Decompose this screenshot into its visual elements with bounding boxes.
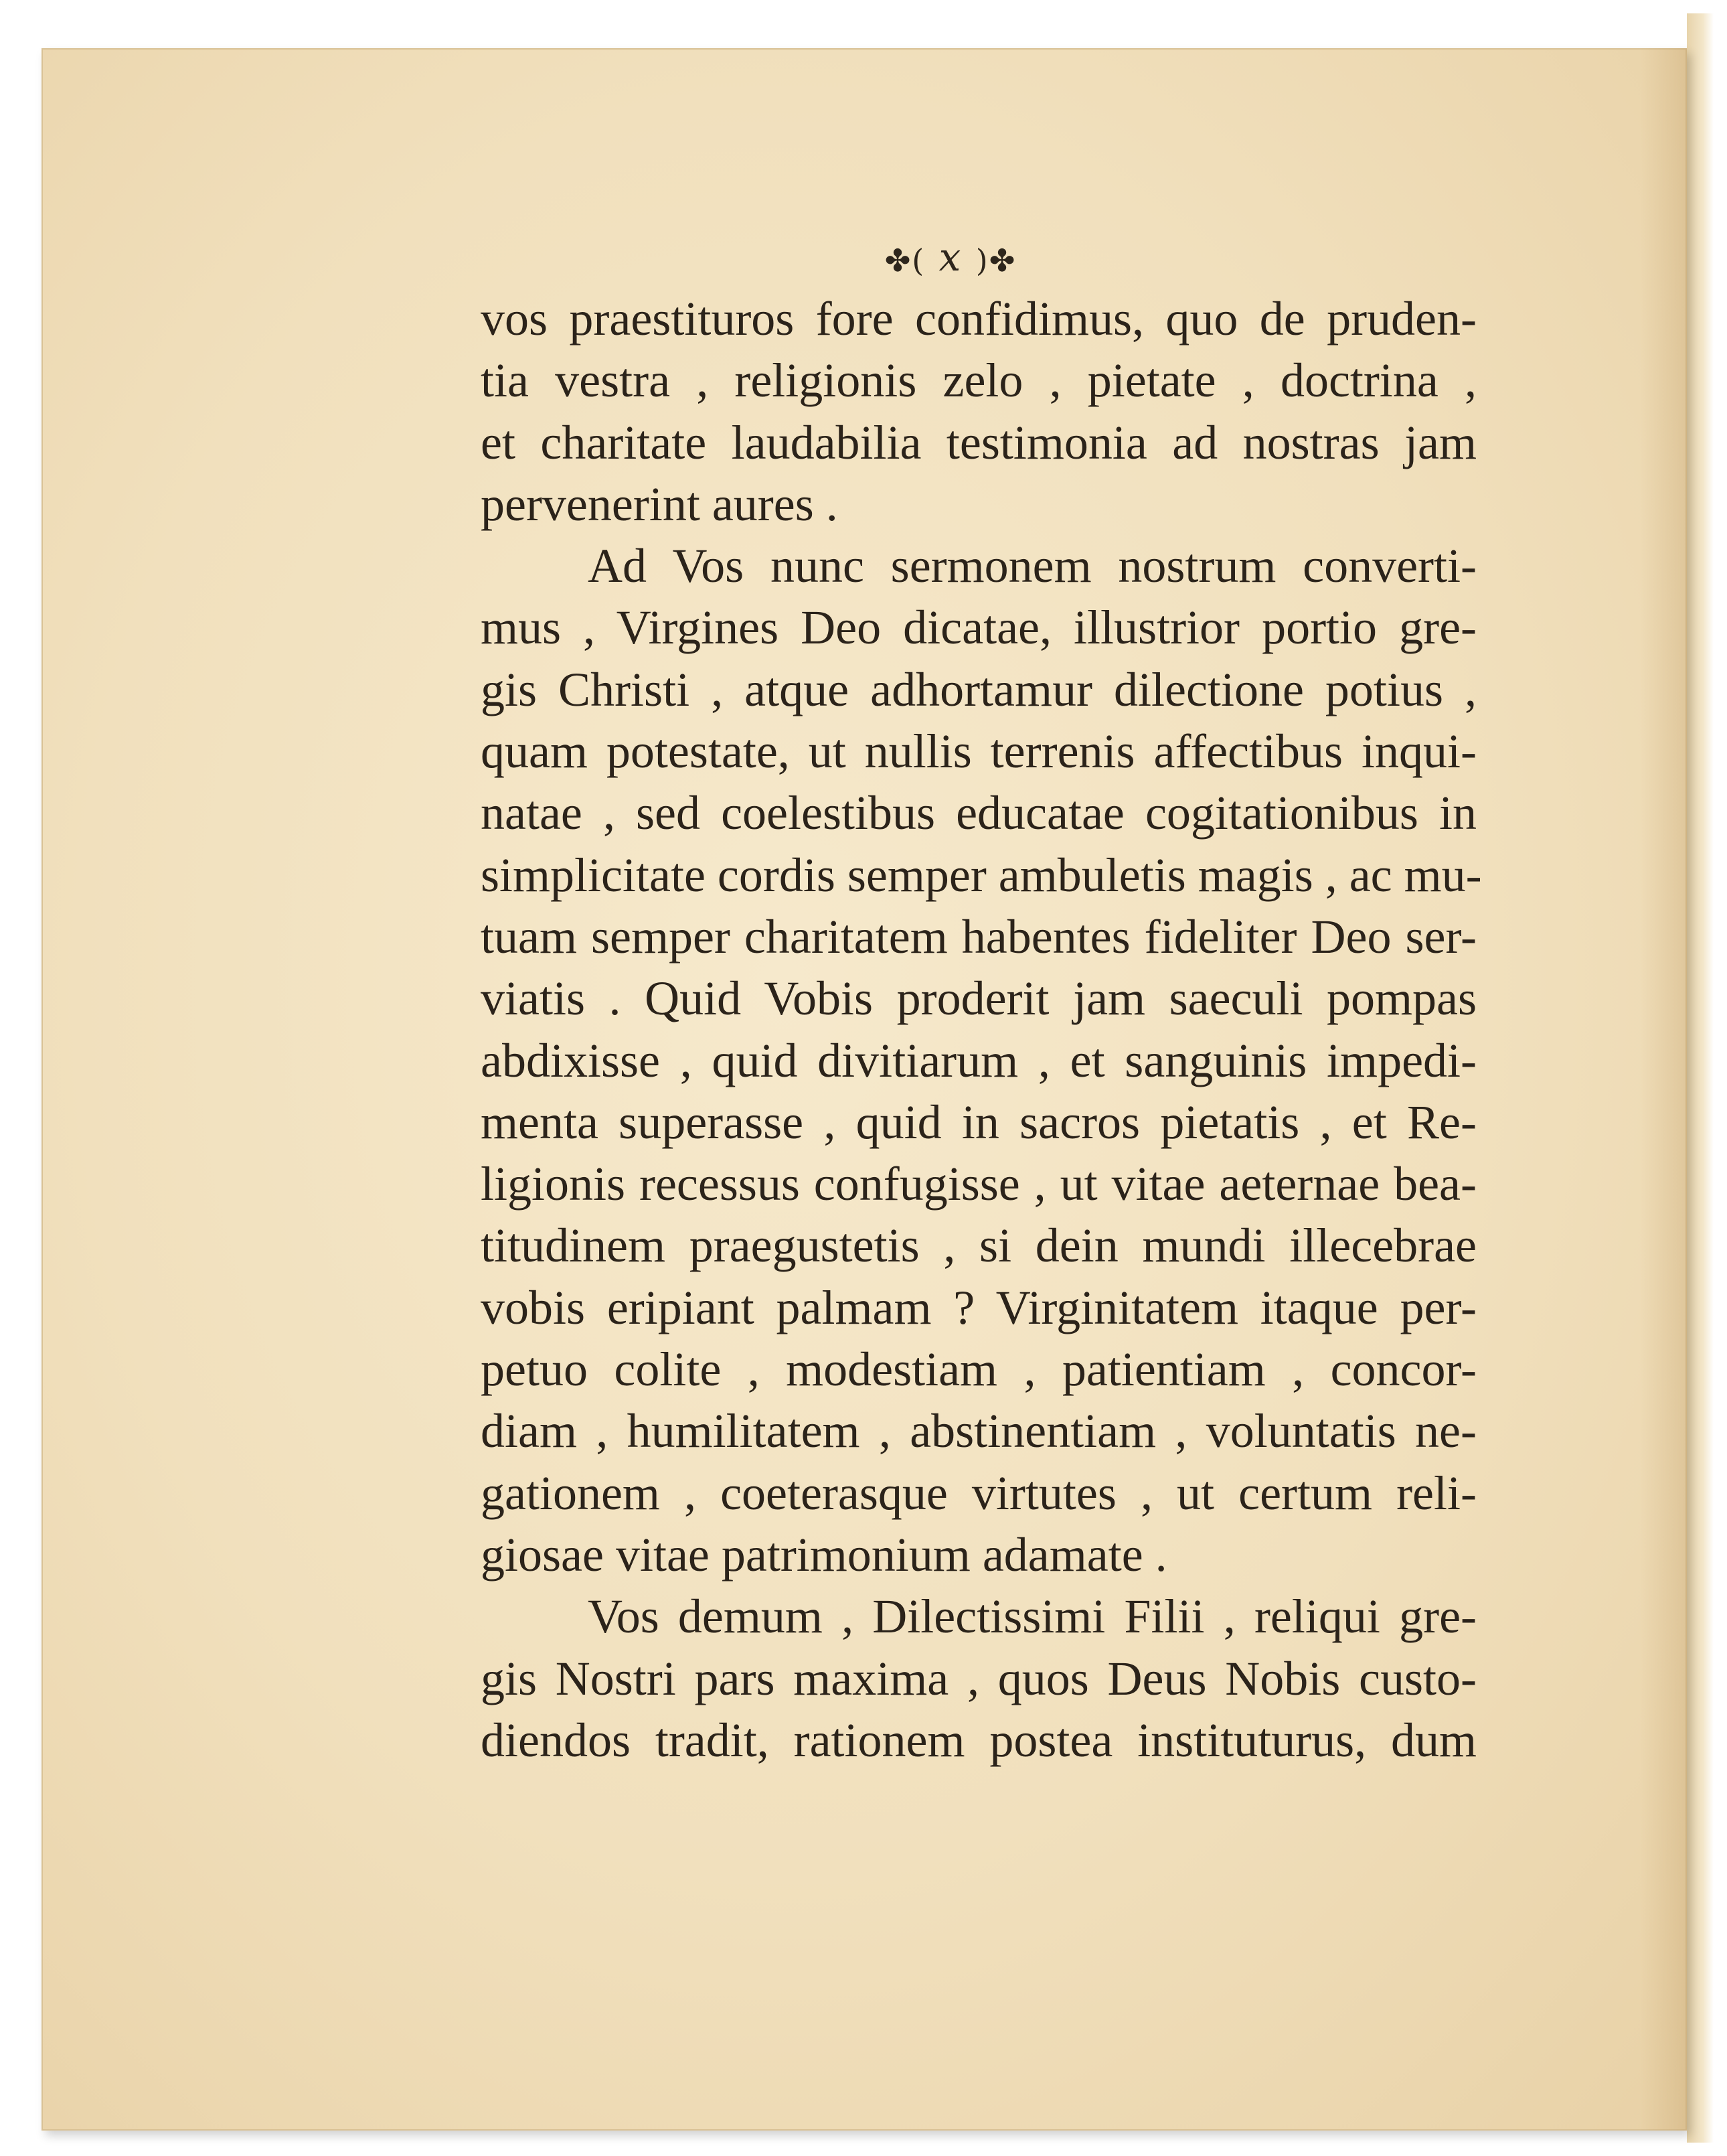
- text-line: gationem , coeterasque virtutes , ut certum reli-: [481, 1466, 1477, 1520]
- text-line: gis Nostri pars maxima , quos Deus Nobis custo-: [481, 1651, 1477, 1705]
- text-line: mus , Virgines Deo dicatae, illustrior portio gre-: [481, 601, 1477, 655]
- text-line: petuo colite , modestiam , patientiam , concor-: [481, 1342, 1477, 1397]
- text-line: quam potestate, ut nullis terrenis affectibus inqui-: [481, 724, 1477, 779]
- text-line: ligionis recessus confugisse , ut vitae aeternae bea-: [481, 1157, 1477, 1211]
- text-line: tia vestra , religionis zelo , pietate , doctrina ,: [481, 354, 1477, 408]
- text-line: gis Christi , atque adhortamur dilectione potius ,: [481, 662, 1477, 716]
- text-line: diendos tradit, rationem postea instituturus, dum: [481, 1713, 1477, 1767]
- text-line: viatis . Quid Vobis proderit jam saeculi pompas: [481, 972, 1477, 1026]
- right-ornament: )✤: [975, 242, 1017, 279]
- page-edge: [1687, 13, 1714, 2143]
- text-line: diam , humilitatem , abstinentiam , voluntatis ne-: [481, 1404, 1477, 1458]
- text-line: Ad Vos nunc sermonem nostrum converti-: [588, 539, 1477, 593]
- body-text: [481, 288, 1482, 1771]
- text-line: tuam semper charitatem habentes fideliter Deo ser-: [481, 909, 1477, 964]
- page-numeral: x: [938, 234, 963, 280]
- text-line: simplicitate cordis semper ambuletis magis , ac mu-: [481, 848, 1482, 902]
- text-line: Vos demum , Dilectissimi Filii , reliqui gre-: [588, 1590, 1477, 1644]
- text-line: vobis eripiant palmam ? Virginitatem itaque per-: [481, 1280, 1477, 1334]
- text-line: vos praestituros fore confidimus, quo de pruden-: [481, 292, 1477, 345]
- left-ornament: ✤(: [884, 242, 926, 279]
- text-line: et charitate laudabilia testimonia ad nostras jam: [481, 415, 1477, 469]
- text-line: pervenerint aures .: [481, 477, 838, 531]
- text-line: natae , sed coelestibus educatae cogitationibus in: [481, 786, 1477, 840]
- text-line: titudinem praegustetis , si dein mundi illecebrae: [481, 1219, 1477, 1273]
- text-line: giosae vitae patrimonium adamate .: [481, 1527, 1167, 1582]
- text-line: abdixisse , quid divitiarum , et sanguinis impedi-: [481, 1033, 1477, 1087]
- text-line: menta superasse , quid in sacros pietatis , et Re-: [481, 1095, 1477, 1149]
- page-number-header: [817, 234, 1084, 280]
